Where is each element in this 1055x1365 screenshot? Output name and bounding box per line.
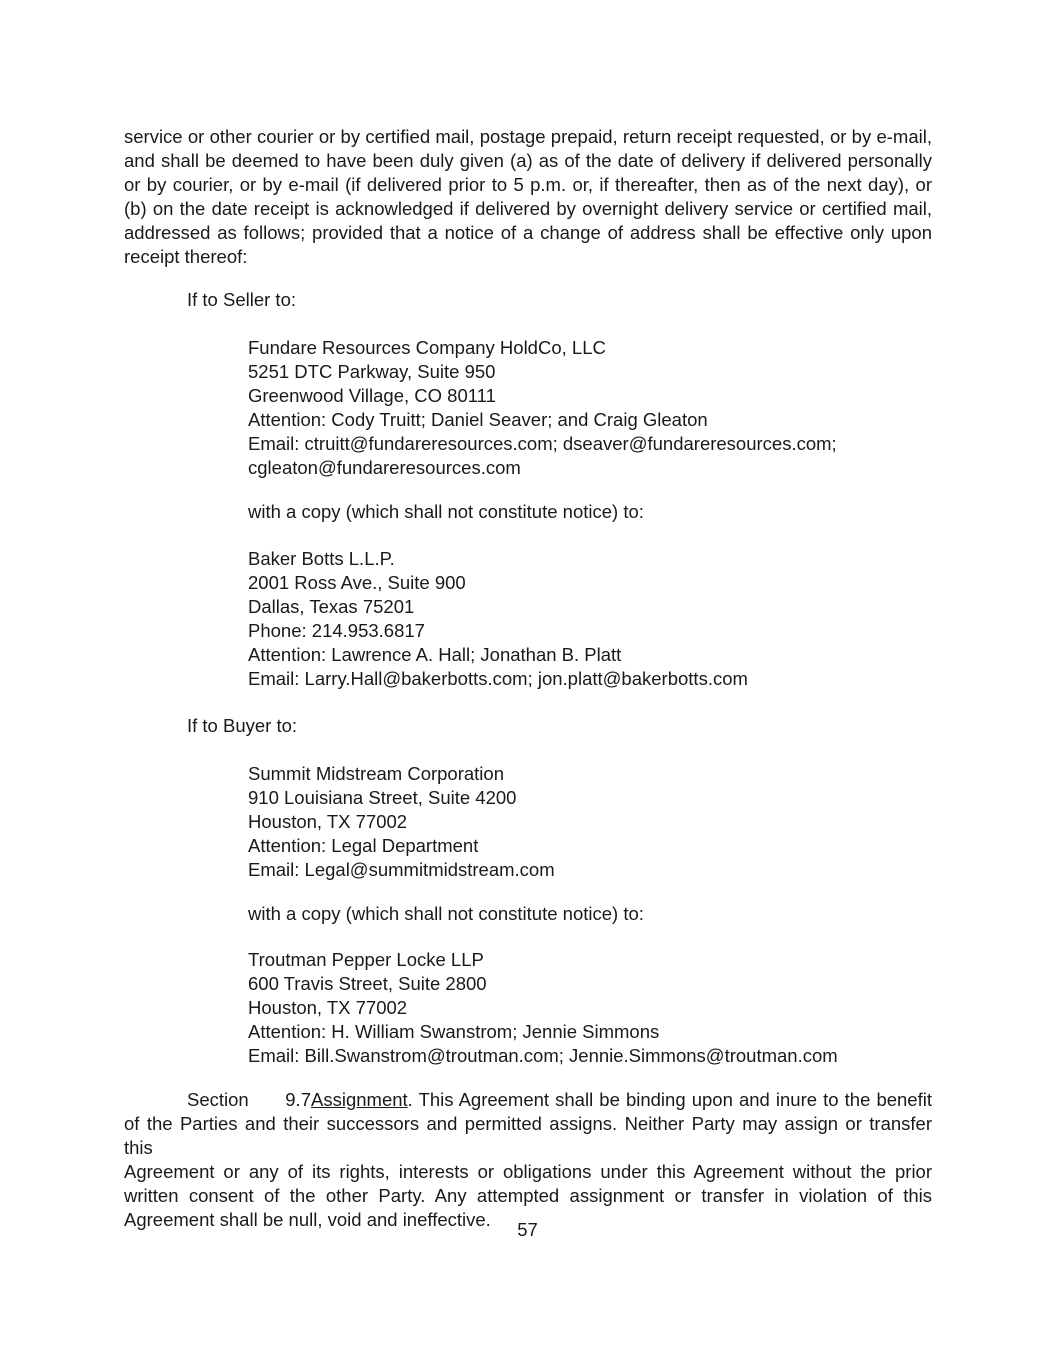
address-line: 910 Louisiana Street, Suite 4200 xyxy=(248,787,517,808)
seller-address-block xyxy=(248,336,837,480)
paragraph-line: service or other courier or by certified mail, postage prepaid, return receipt requested, or by e-mail, xyxy=(124,126,932,147)
buyer-copy-address-block xyxy=(248,948,838,1068)
paragraph-line: (b) on the date receipt is acknowledged if delivered by overnight delivery service or certified mail, xyxy=(124,198,932,219)
paragraph-line: addressed as follows; provided that a notice of a change of address shall be effective only upon xyxy=(124,222,932,243)
paragraph-line: or by courier, or by e-mail (if delivered prior to 5 p.m. or, if thereafter, then as of the next day), or xyxy=(124,174,932,195)
address-line: Dallas, Texas 75201 xyxy=(248,596,415,617)
section-first-line xyxy=(124,1088,932,1112)
section-number: Section 9.7 xyxy=(187,1089,311,1110)
address-line: Baker Botts L.L.P. xyxy=(248,548,395,569)
address-line: Houston, TX 77002 xyxy=(248,997,408,1018)
address-line: 600 Travis Street, Suite 2800 xyxy=(248,973,487,994)
address-line: Email: Larry.Hall@bakerbotts.com; jon.platt@bakerbotts.com xyxy=(248,668,748,689)
address-line: Summit Midstream Corporation xyxy=(248,763,504,784)
address-line: Email: Bill.Swanstrom@troutman.com; Jennie.Simmons@troutman.com xyxy=(248,1045,838,1066)
address-line: Troutman Pepper Locke LLP xyxy=(248,949,484,970)
address-line: Attention: H. William Swanstrom; Jennie Simmons xyxy=(248,1021,660,1042)
paragraph-line: written consent of the other Party. Any attempted assignment or transfer in violation of this xyxy=(124,1185,932,1206)
address-line: Houston, TX 77002 xyxy=(248,811,408,832)
seller-copy-label: with a copy (which shall not constitute notice) to: xyxy=(248,501,644,522)
address-line: Attention: Lawrence A. Hall; Jonathan B. Platt xyxy=(248,644,622,665)
seller-heading: If to Seller to: xyxy=(187,289,296,310)
address-line: Attention: Legal Department xyxy=(248,835,479,856)
paragraph-line: receipt thereof: xyxy=(124,246,248,267)
paragraph-line: Agreement or any of its rights, interests or obligations under this Agreement without the prior xyxy=(124,1161,932,1182)
section-first-line-text: . This Agreement shall be binding upon and inure to the benefit xyxy=(407,1089,932,1110)
section-title: Assignment xyxy=(311,1089,408,1110)
address-line: Fundare Resources Company HoldCo, LLC xyxy=(248,337,606,358)
address-line: 2001 Ross Ave., Suite 900 xyxy=(248,572,466,593)
address-line: cgleaton@fundareresources.com xyxy=(248,457,521,478)
address-line: Email: ctruitt@fundareresources.com; dseaver@fundareresources.com; xyxy=(248,433,837,454)
section-9-7-paragraph xyxy=(124,1088,932,1232)
address-line: Greenwood Village, CO 80111 xyxy=(248,385,496,406)
paragraph-line: and shall be deemed to have been duly given (a) as of the date of delivery if delivered personally xyxy=(124,150,932,171)
address-line: Phone: 214.953.6817 xyxy=(248,620,425,641)
address-line: 5251 DTC Parkway, Suite 950 xyxy=(248,361,496,382)
paragraph-line: Agreement shall be null, void and ineffective. xyxy=(124,1209,491,1230)
address-line: Email: Legal@summitmidstream.com xyxy=(248,859,555,880)
buyer-copy-label: with a copy (which shall not constitute notice) to: xyxy=(248,903,644,924)
buyer-heading: If to Buyer to: xyxy=(187,715,298,736)
page-number: 57 xyxy=(517,1219,538,1240)
notice-paragraph xyxy=(124,125,932,269)
seller-copy-address-block xyxy=(248,547,748,691)
paragraph-line: of the Parties and their successors and permitted assigns. Neither Party may assign or transfer this xyxy=(124,1113,932,1158)
buyer-address-block xyxy=(248,762,555,882)
address-line: Attention: Cody Truitt; Daniel Seaver; and Craig Gleaton xyxy=(248,409,708,430)
